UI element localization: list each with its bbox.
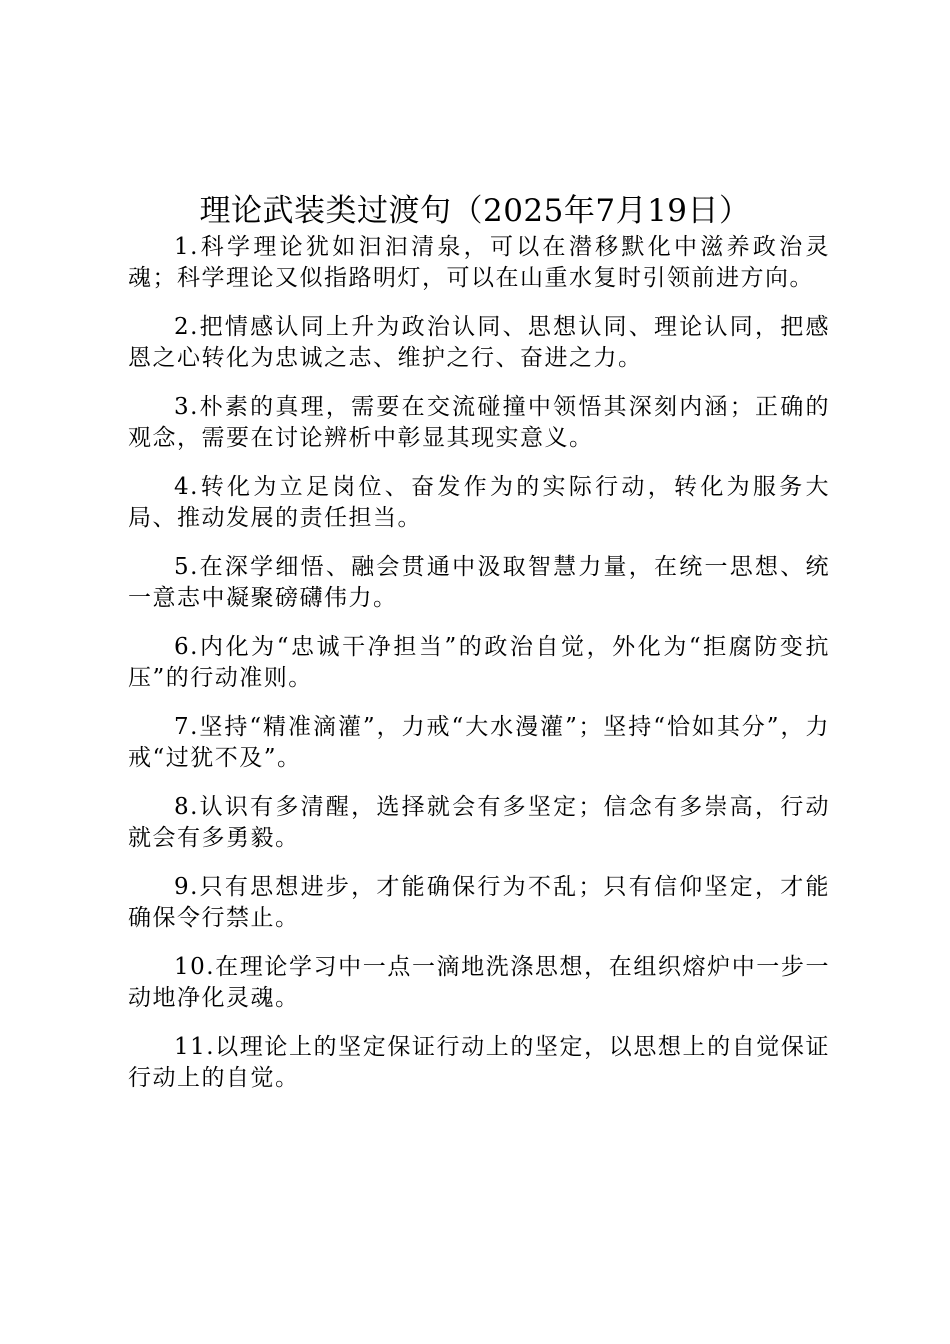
transition-sentence-list — [128, 232, 830, 1112]
list-item: 9.只有思想进步，才能确保行为不乱；只有信仰坚定，才能确保令行禁止。 — [128, 874, 830, 931]
list-item: 6.内化为“忠诚干净担当”的政治自觉，外化为“拒腐防变抗压”的行动准则。 — [128, 634, 830, 691]
list-item: 10.在理论学习中一点一滴地洗涤思想，在组织熔炉中一步一动地净化灵魂。 — [128, 954, 830, 1011]
list-item: 11.以理论上的坚定保证行动上的坚定，以思想上的自觉保证行动上的自觉。 — [128, 1034, 830, 1091]
list-item: 5.在深学细悟、融会贯通中汲取智慧力量，在统一思想、统一意志中凝聚磅礴伟力。 — [128, 554, 830, 611]
list-item: 7.坚持“精准滴灌”，力戒“大水漫灌”；坚持“恰如其分”，力戒“过犹不及”。 — [128, 714, 830, 771]
list-item: 8.认识有多清醒，选择就会有多坚定；信念有多崇高，行动就会有多勇毅。 — [128, 794, 830, 851]
list-item: 2.把情感认同上升为政治认同、思想认同、理论认同，把感恩之心转化为忠诚之志、维护之行、奋进之力。 — [128, 314, 830, 371]
list-item: 1.科学理论犹如汩汩清泉，可以在潜移默化中滋养政治灵魂；科学理论又似指路明灯，可以在山重水复时引领前进方向。 — [128, 234, 830, 291]
list-item: 3.朴素的真理，需要在交流碰撞中领悟其深刻内涵；正确的观念，需要在讨论辨析中彰显其现实意义。 — [128, 394, 830, 451]
document-title: 理论武装类过渡句（2025年7月19日） — [199, 192, 751, 229]
list-item: 4.转化为立足岗位、奋发作为的实际行动，转化为服务大局、推动发展的责任担当。 — [128, 474, 830, 531]
